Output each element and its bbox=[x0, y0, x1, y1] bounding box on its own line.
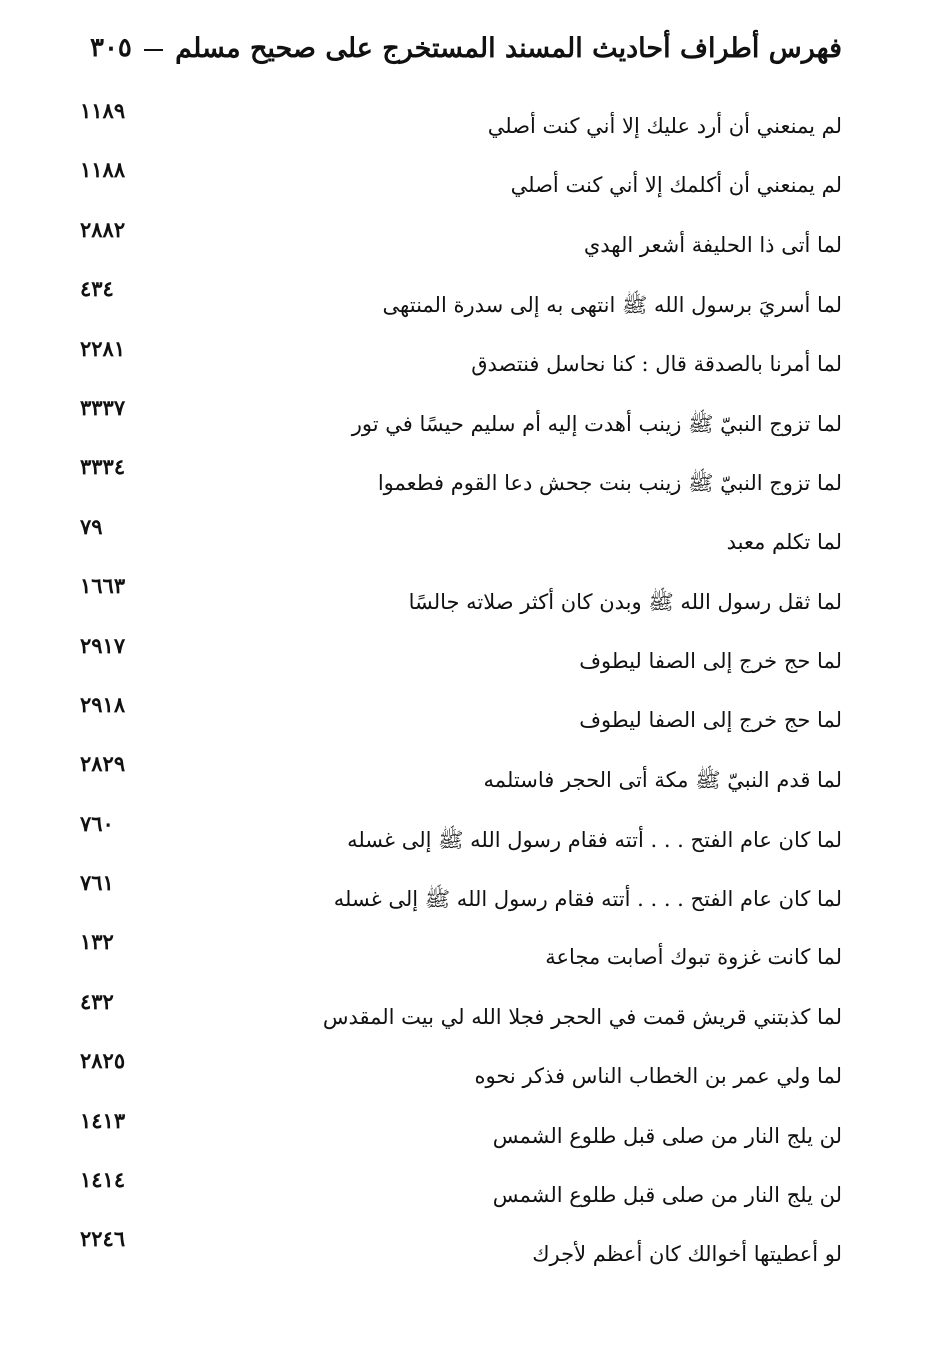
entry-number: ٢٩١٧ bbox=[80, 632, 126, 658]
entry-text: لما قدم النبيّ ﷺ مكة أتى الحجر فاستلمه bbox=[483, 768, 842, 793]
index-entry bbox=[70, 151, 842, 210]
entry-text: لم يمنعني أن أكلمك إلا أني كنت أصلي bbox=[510, 173, 842, 198]
entry-number: ١٤١٣ bbox=[80, 1107, 126, 1133]
entry-number: ٧٦١ bbox=[80, 870, 114, 896]
index-entry bbox=[70, 627, 842, 686]
entry-number: ١٣٢ bbox=[80, 929, 114, 955]
entry-text: لما أمرنا بالصدقة قال : كنا نحاسل فنتصدق bbox=[471, 351, 842, 376]
index-entry bbox=[70, 745, 842, 804]
index-entry bbox=[70, 508, 842, 567]
entry-text: لما تزوج النبيّ ﷺ زينب بنت جحش دعا القوم فطعموا bbox=[377, 471, 842, 496]
entry-number: ١٤١٤ bbox=[80, 1167, 126, 1193]
index-entry bbox=[70, 1042, 842, 1101]
entry-number: ٧٩ bbox=[80, 513, 103, 539]
entry-number: ٣٣٣٧ bbox=[80, 394, 126, 420]
entry-number: ٢٨٢٥ bbox=[80, 1048, 126, 1074]
entry-number: ٢٩١٨ bbox=[80, 691, 126, 717]
entry-text: لو أعطيتها أخوالك كان أعظم لأجرك bbox=[532, 1242, 842, 1267]
entry-number: ١١٨٨ bbox=[80, 157, 126, 183]
entry-text: لن يلج النار من صلى قبل طلوع الشمس bbox=[492, 1183, 842, 1208]
index-entry bbox=[70, 1220, 842, 1279]
entry-number: ٧٦٠ bbox=[80, 810, 114, 836]
header-rule bbox=[144, 49, 163, 51]
index-entry bbox=[70, 805, 842, 864]
index-entry bbox=[70, 1161, 842, 1220]
entry-text: لما كان عام الفتح . . . أتته فقام رسول الله ﷺ إلى غسله bbox=[347, 827, 842, 852]
entry-text: لما حج خرج إلى الصفا ليطوف bbox=[579, 707, 842, 732]
index-entry bbox=[70, 686, 842, 745]
entry-number: ١١٨٩ bbox=[80, 98, 126, 123]
entry-text: لم يمنعني أن أرد عليك إلا أني كنت أصلي bbox=[487, 114, 842, 138]
entry-text: لما ثقل رسول الله ﷺ وبدن كان أكثر صلاته جالسًا bbox=[408, 590, 842, 615]
entry-text: لما أتى ذا الحليفة أشعر الهدي bbox=[583, 232, 842, 257]
index-entry bbox=[70, 211, 842, 270]
entry-number: ٤٣٢ bbox=[80, 988, 114, 1014]
entry-text: لما تكلم معبد bbox=[726, 529, 842, 554]
entry-number: ٢٢٤٦ bbox=[80, 1226, 126, 1252]
index-entry bbox=[70, 330, 842, 389]
entry-number: ٢٨٢٩ bbox=[80, 751, 126, 777]
page-number: ٣٠٥ bbox=[90, 33, 132, 63]
index-entry bbox=[70, 923, 842, 982]
index-entry bbox=[70, 864, 842, 923]
entry-number: ٣٣٣٤ bbox=[80, 454, 126, 480]
entry-text: لما تزوج النبيّ ﷺ زينب أهدت إليه أم سليم حيسًا في تور bbox=[351, 411, 842, 436]
index-entry bbox=[70, 1102, 842, 1161]
index-entry bbox=[70, 389, 842, 448]
entry-text: لما كذبتني قريش قمت في الحجر فجلا الله لي بيت المقدس bbox=[322, 1004, 842, 1029]
entry-text: لما حج خرج إلى الصفا ليطوف bbox=[579, 648, 842, 673]
entry-text: لما كان عام الفتح . . . . أتته فقام رسول الله ﷺ إلى غسله bbox=[333, 887, 842, 912]
entry-text: لما كانت غزوة تبوك أصابت مجاعة bbox=[545, 945, 842, 970]
entry-number: ٢٨٨٢ bbox=[80, 216, 126, 242]
index-entry bbox=[70, 983, 842, 1042]
running-header bbox=[90, 28, 842, 68]
entry-number: ٤٣٤ bbox=[80, 276, 114, 302]
running-title: فهرس أطراف أحاديث المسند المستخرج على صحيح مسلم bbox=[175, 32, 842, 64]
index-entry bbox=[70, 270, 842, 329]
index-entry bbox=[70, 567, 842, 626]
entry-text: لما ولي عمر بن الخطاب الناس فذكر نحوه bbox=[474, 1064, 842, 1089]
index-entry bbox=[70, 448, 842, 507]
index-entry bbox=[70, 92, 842, 151]
entry-text: لن يلج النار من صلى قبل طلوع الشمس bbox=[492, 1123, 842, 1148]
entry-number: ١٦٦٣ bbox=[80, 573, 126, 599]
entry-text: لما أسريَ برسول الله ﷺ انتهى به إلى سدرة المنتهى bbox=[382, 293, 842, 318]
hadith-index-list bbox=[70, 92, 842, 1280]
entry-number: ٢٢٨١ bbox=[80, 335, 126, 361]
